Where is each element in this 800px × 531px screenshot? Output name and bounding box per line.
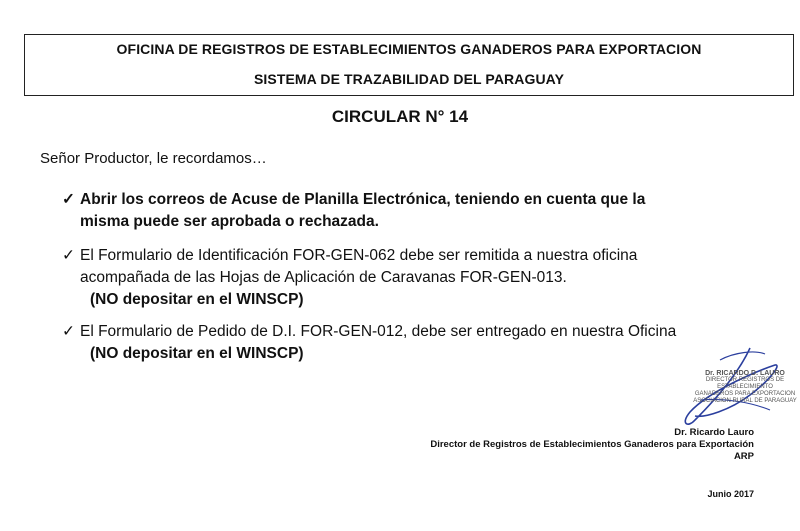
greeting: Señor Productor, le recordamos… (40, 150, 267, 167)
item-line: misma puede ser aprobada o rechazada. (80, 213, 379, 230)
item-note: (NO depositar en el WINSCP) (90, 345, 304, 362)
signer-name: Dr. Ricardo Lauro (674, 427, 754, 438)
check-icon: ✓ (62, 247, 75, 264)
list-item (62, 245, 762, 311)
document-date: Junio 2017 (707, 489, 754, 499)
item-line: Abrir los correos de Acuse de Planilla Electrónica, teniendo en cuenta que la (80, 191, 646, 208)
item-line: El Formulario de Identificación FOR-GEN-062 debe ser remitida a nuestra oficina (80, 247, 638, 264)
item-note: (NO depositar en el WINSCP) (90, 291, 304, 308)
signer-org: ARP (733, 451, 754, 462)
header-office-title: OFICINA DE REGISTROS DE ESTABLECIMIENTOS GANADEROS PARA EXPORTACION (116, 41, 702, 57)
list-item (62, 189, 762, 233)
circular-title: CIRCULAR N° 14 (331, 107, 469, 126)
header-system-title: SISTEMA DE TRAZABILIDAD DEL PARAGUAY (253, 71, 565, 87)
signer-block (430, 427, 754, 463)
check-icon: ✓ (62, 323, 75, 340)
check-icon: ✓ (62, 191, 75, 208)
official-stamp (690, 370, 800, 405)
stamp-line: ASOCIACION RURAL DE PARAGUAY (693, 398, 797, 404)
header-box (24, 34, 794, 96)
stamp-line: Dr. RICARDO D. LAURO (705, 370, 785, 377)
stamp-line: GANADEROS PARA EXPORTACION (694, 391, 796, 397)
item-line: El Formulario de Pedido de D.I. FOR-GEN-012, debe ser entregado en nuestra Oficina (80, 323, 677, 340)
stamp-line: DIRECTOR REGISTROS DE ESTABLECIMIENTO (705, 377, 785, 390)
item-line: acompañada de las Hojas de Aplicación de Caravanas FOR-GEN-013. (80, 269, 567, 286)
signer-title: Director de Registros de Establecimientos Ganaderos para Exportación (430, 439, 754, 450)
